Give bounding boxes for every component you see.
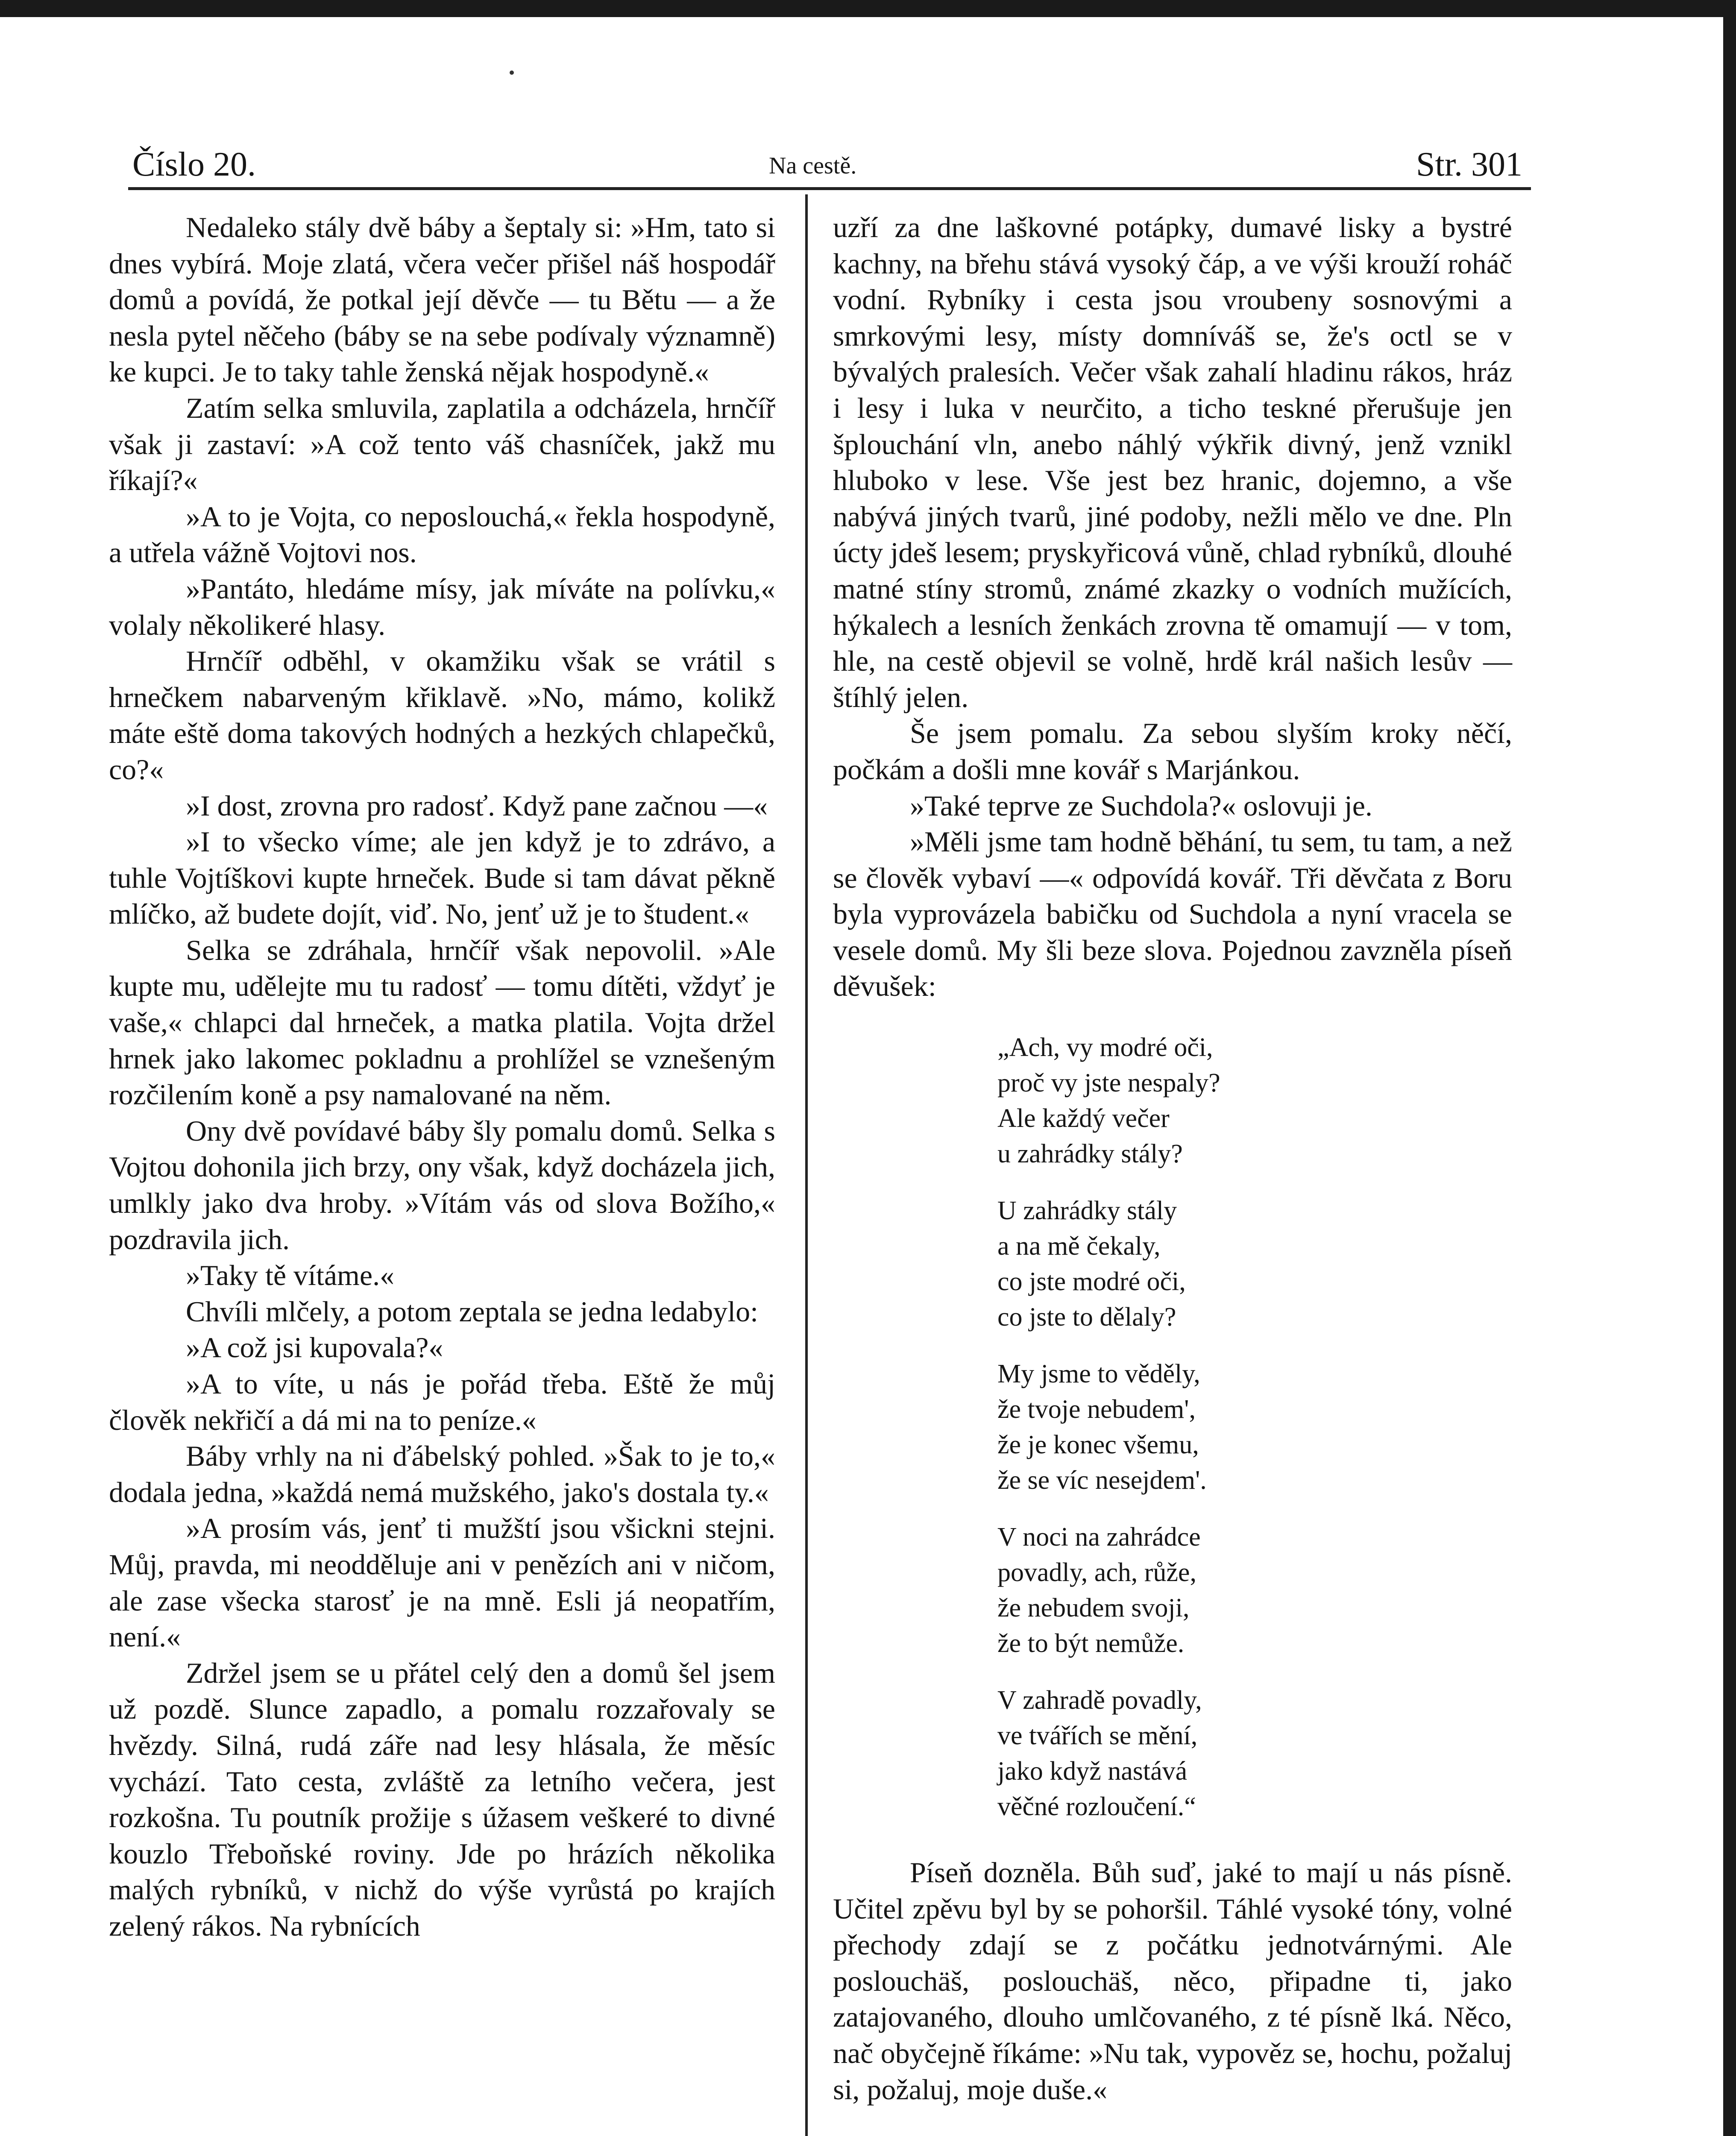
paragraph: »Pantáto, hledáme mísy, jak míváte na polívku,« volaly několikeré hlasy.: [109, 572, 775, 641]
poem-line: jako když nastává: [997, 1757, 1188, 1786]
poem-line: proč vy jste nespaly?: [997, 1068, 1220, 1098]
paragraph: »A prosím vás, jenť ti mužští jsou všickni stejni. Můj, pravda, mi neodděluje ani v penězích ani v ničom, ale zase všecka starosť je na mně. Esli já neopatřím, není.«: [109, 1512, 775, 1653]
paragraph: »A to je Vojta, co neposlouchá,« řekla hospodyně, a utřela vážně Vojtovi nos.: [109, 500, 775, 569]
poem-stanza: [997, 1683, 1512, 1825]
paragraph: »Taky tě vítáme.«: [186, 1259, 395, 1292]
poem-line: a na mě čekaly,: [997, 1232, 1161, 1261]
poem-line: povadly, ach, růže,: [997, 1558, 1196, 1587]
paragraph: »I dost, zrovna pro radosť. Když pane začnou —«: [186, 789, 768, 822]
paragraph: Še jsem pomalu. Za sebou slyším kroky něčí, počkám a došli mne kovář s Marjánkou.: [833, 717, 1512, 786]
paragraph: Zatím selka smluvila, zaplatila a odcházela, hrnčíř však ji zastaví: »A což tento váš chasníček, jakž mu říkají?«: [109, 391, 775, 497]
paragraph: Chvíli mlčely, a potom zeptala se jedna ledabylo:: [186, 1295, 759, 1328]
header-rule: [128, 187, 1531, 190]
column-divider: [805, 194, 808, 2136]
poem-line: U zahrádky stály: [997, 1196, 1177, 1226]
paragraph: »A to víte, u nás je pořád třeba. Eště že můj člověk nekřičí a dá mi na to peníze.«: [109, 1367, 775, 1436]
running-title: Na cestě.: [769, 153, 857, 179]
poem-line: že nebudem svoji,: [997, 1593, 1190, 1623]
poem-line: co jste to dělaly?: [997, 1303, 1176, 1332]
song-poem: [997, 1030, 1512, 1825]
poem-line: že tvoje nebudem',: [997, 1395, 1196, 1424]
poem-stanza: [997, 1030, 1512, 1172]
poem-stanza: [997, 1520, 1512, 1661]
paragraph: »Také teprve ze Suchdola?« oslovuji je.: [910, 789, 1372, 822]
paragraph: uzří za dne laškovné potápky, dumavé lisky a bystré kachny, na břehu stává vysoký čáp, a ve výši krouží roháč vodní. Rybníky i cesta jsou vroubeny sosnovými a smrkovými lesy, místy domníváš se, že's octl se v bývalých pralesích. Večer však zahalí hladinu rákos, hráz i lesy i luka v neurčito, a ticho teskné přerušuje jen šplouchání vln, anebo náhlý výkřik divný, jenž vznikl hluboko v lese. Vše jest bez hranic, dojemno, a vše nabývá jiných tvarů, jiné podoby, nežli mělo ve dne. Pln úcty jdeš lesem; pryskyřicová vůně, chlad rybníků, dlouhé matné stíny stromů, známé zkazky o vodních mužících, hýkalech a lesních ženkách zrovna tě omamují — v tom, hle, na cestě objevil se volně, hrdě král našich lesův — štíhlý jelen.: [833, 211, 1512, 713]
paragraph: »Měli jsme tam hodně běhání, tu sem, tu tam, a než se člověk vybaví —« odpovídá kovář. Tři děvčata z Boru byla vyprovázela babičku od Suchdola a nyní vracela se vesele domů. My šli beze slova. Pojednou zavzněla píseň děvušek:: [833, 825, 1512, 1003]
issue-number: Číslo 20.: [132, 146, 256, 183]
paragraph: Píseň dozněla. Bůh suď, jaké to mají u nás písně. Učitel zpěvu byl by se pohoršil. Táhlé vysoké tóny, volné přechody zdají se z počátku jednotvárnými. Ale poslouchäš, poslouchäš, něco, připadne ti, jako zatajovaného, dlouho umlčovaného, z té písně lká. Něco, nač obyčejně říkáme: »Nu tak, vypověz se, hochu, požaluj si, požaluj, moje duše.«: [833, 1856, 1512, 2106]
poem-line: Ale každý večer: [997, 1104, 1170, 1133]
poem-line: u zahrádky stály?: [997, 1139, 1183, 1169]
poem-line: ve tvářích se mění,: [997, 1721, 1198, 1751]
poem-line: My jsme to věděly,: [997, 1359, 1200, 1389]
paragraph: Nedaleko stály dvě báby a šeptaly si: »Hm, tato si dnes vybírá. Moje zlatá, včera večer přišel náš hospodář domů a povídá, že potkal její děvče — tu Bětu — a že nesla pytel něčeho (báby se na sebe podívaly významně) ke kupci. Je to taky tahle ženská nějak hospodyně.«: [109, 211, 775, 388]
poem-stanza: [997, 1193, 1512, 1335]
page-number: Str. 301: [1416, 146, 1522, 183]
paragraph: Zdržel jsem se u přátel celý den a domů šel jsem už pozdě. Slunce zapadlo, a pomalu rozzařovaly se hvězdy. Silná, rudá záře nad lesy hlásala, že měsíc vychází. Tato cesta, zvláště za letního večera, jest rozkošna. Tu poutník prožije s úžasem veškeré to divné kouzlo Třeboňské roviny. Jde po hrázích několika malých rybníků, v nichž do výše vyrůstá po krajích zelený rákos. Na rybnících: [109, 1656, 775, 1942]
paragraph: Selka se zdráhala, hrnčíř však nepovolil. »Ale kupte mu, udělejte mu tu radosť — tomu dítěti, vždyť je vaše,« chlapci dal hrneček, a matka platila. Vojta držel hrnek jako lakomec pokladnu a prohlížel se vznešeným rozčilením koně a psy namalované na něm.: [109, 933, 775, 1111]
poem-stanza: [997, 1356, 1512, 1498]
poem-line: že to být nemůže.: [997, 1629, 1185, 1658]
paragraph: Hrnčíř odběhl, v okamžiku však se vrátil s hrnečkem nabarveným křiklavě. »No, mámo, kolikž máte eště doma takových hodných a hezkých chlapečků, co?«: [109, 645, 775, 786]
left-column: [109, 209, 775, 1944]
poem-line: V noci na zahrádce: [997, 1523, 1201, 1552]
paragraph: Ony dvě povídavé báby šly pomalu domů. Selka s Vojtou dohonila jich brzy, ony však, když docházela jich, umlkly jako dva hroby. »Vítám vás od slova Božího,« pozdravila jich.: [109, 1114, 775, 1256]
poem-line: „Ach, vy modré oči,: [997, 1033, 1213, 1062]
poem-line: že se víc nesejdem'.: [997, 1466, 1207, 1495]
paragraph: »I to všecko víme; ale jen když je to zdrávo, a tuhle Vojtíškovi kupte hrneček. Bude si tam dávat pěkně mlíčko, až budete dojít, viď. No, jenť už je to študent.«: [109, 825, 775, 930]
print-speck: [510, 70, 514, 75]
poem-line: věčné rozloučení.“: [997, 1792, 1196, 1822]
right-column: [833, 209, 1512, 2107]
poem-line: co jste modré oči,: [997, 1267, 1186, 1297]
paragraph: »A což jsi kupovala?«: [186, 1331, 443, 1364]
page-header: [128, 141, 1531, 192]
poem-line: V zahradě povadly,: [997, 1686, 1202, 1715]
poem-line: že je konec všemu,: [997, 1430, 1199, 1460]
paragraph: Báby vrhly na ni ďábelský pohled. »Šak to je to,« dodala jedna, »každá nemá mužského, jako's dostala ty.«: [109, 1440, 775, 1508]
